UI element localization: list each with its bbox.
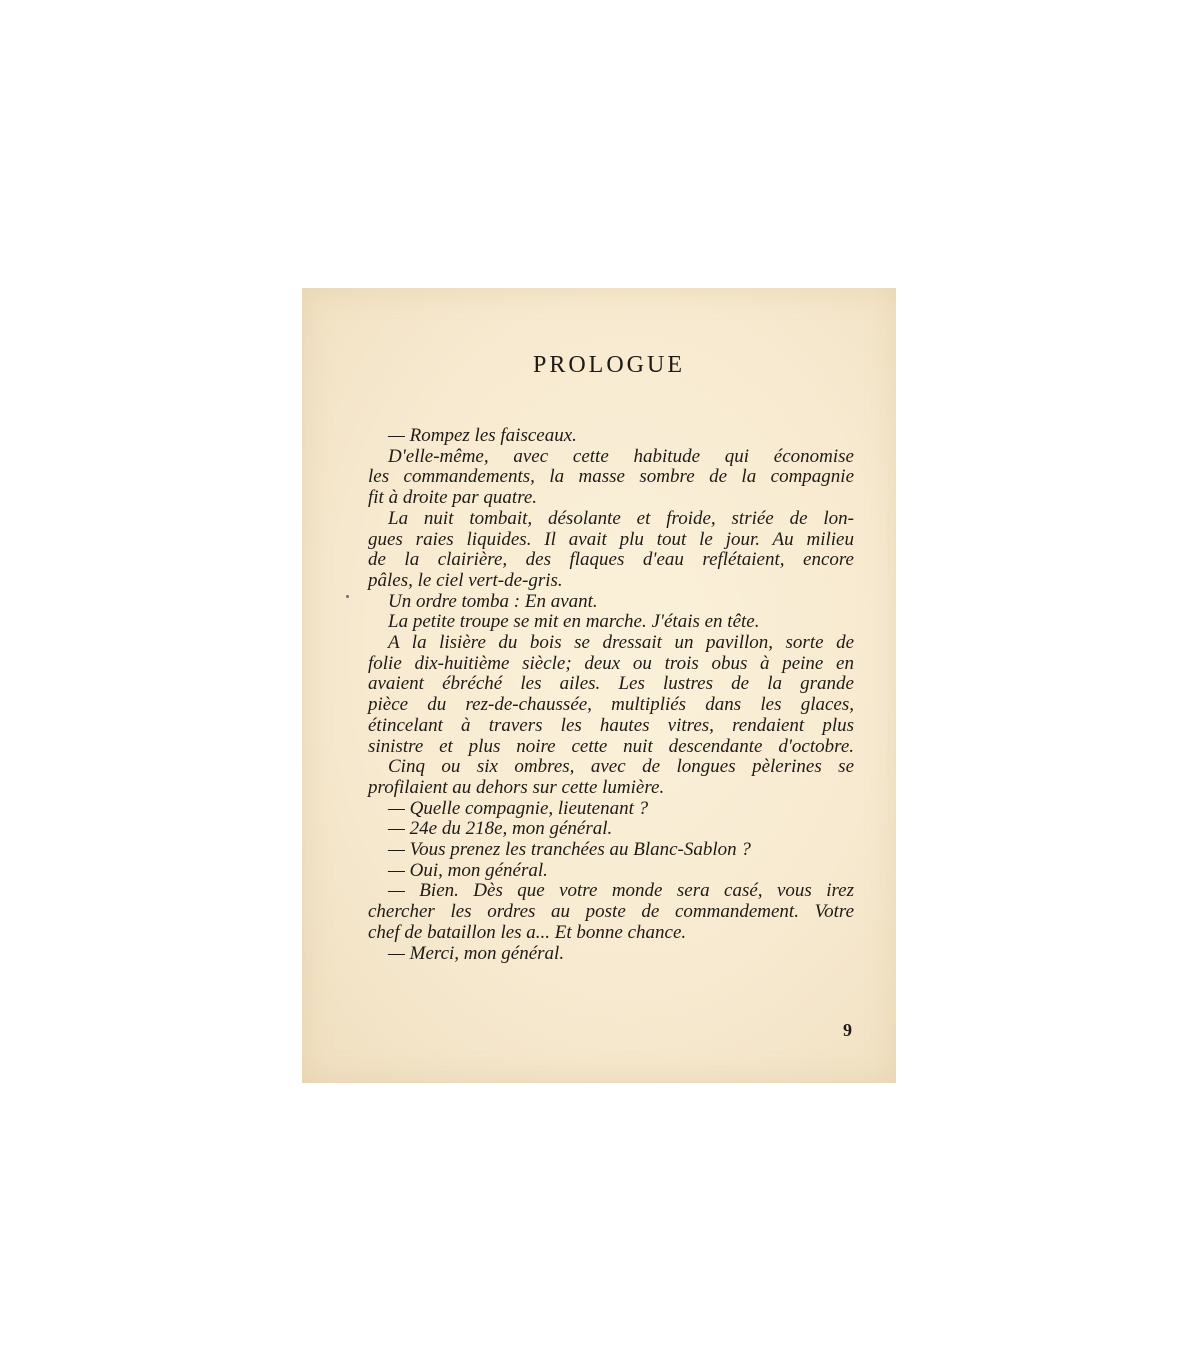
text-line: pièce du rez-de-chaussée, multipliés dans les glaces, — [368, 694, 854, 716]
text-line: — 24e du 218e, mon général. — [388, 818, 613, 840]
ink-speck — [346, 595, 349, 598]
text-line: les commandements, la masse sombre de la compagnie — [368, 466, 854, 488]
text-line: de la clairière, des flaques d'eau reflétaient, encore — [368, 549, 854, 571]
prologue-text — [368, 426, 854, 964]
text-line: — Bien. Dès que votre monde sera casé, vous irez — [388, 880, 854, 902]
text-line: A la lisière du bois se dressait un pavillon, sorte de — [388, 632, 854, 654]
text-line: profilaient au dehors sur cette lumière. — [368, 776, 665, 798]
book-page — [302, 288, 896, 1083]
text-line: chef de bataillon les a... Et bonne chance. — [368, 921, 687, 943]
text-line: — Oui, mon général. — [388, 859, 548, 881]
text-line: avaient ébréché les ailes. Les lustres de la grande — [368, 673, 854, 695]
text-line: La petite troupe se mit en marche. J'étais en tête. — [388, 611, 760, 633]
text-line: chercher les ordres au poste de commandement. Votre — [368, 901, 854, 923]
text-line: D'elle-même, avec cette habitude qui économise — [388, 445, 854, 467]
page-number: 9 — [843, 1020, 852, 1040]
text-line: — Merci, mon général. — [388, 942, 565, 964]
text-line: pâles, le ciel vert-de-gris. — [368, 569, 563, 591]
text-line: — Vous prenez les tranchées au Blanc-Sablon ? — [388, 839, 751, 861]
text-line: sinistre et plus noire cette nuit descendante d'octobre. — [368, 735, 854, 757]
text-line: — Rompez les faisceaux. — [388, 425, 577, 446]
text-line: Un ordre tomba : En avant. — [388, 590, 598, 612]
text-line: Cinq ou six ombres, avec de longues pèlerines se — [388, 756, 854, 778]
text-line: étincelant à travers les hautes vitres, rendaient plus — [368, 714, 854, 736]
page-title: PROLOGUE — [532, 352, 685, 378]
text-line: La nuit tombait, désolante et froide, striée de lon- — [388, 507, 854, 529]
text-line: folie dix-huitième siècle; deux ou trois obus à peine en — [368, 652, 854, 674]
text-line: — Quelle compagnie, lieutenant ? — [388, 797, 649, 819]
text-line: gues raies liquides. Il avait plu tout le jour. Au milieu — [368, 528, 854, 550]
text-line: fit à droite par quatre. — [368, 487, 538, 509]
